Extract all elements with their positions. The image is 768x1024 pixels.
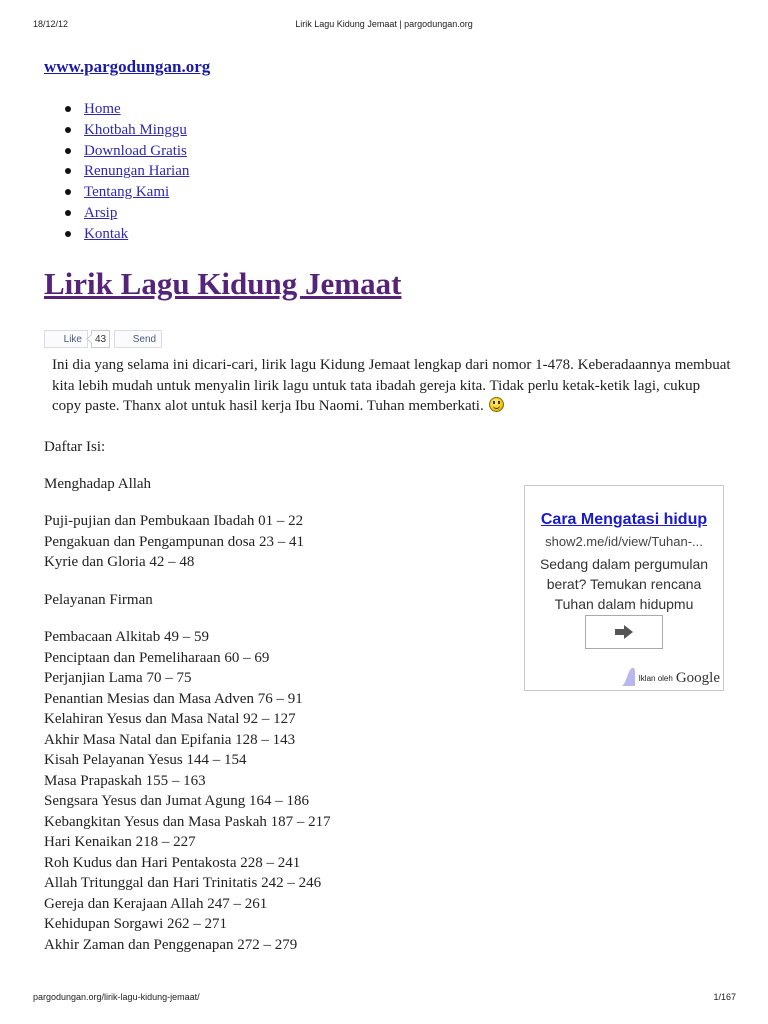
section-heading-pelayanan-firman: Pelayanan Firman: [44, 592, 153, 608]
toc-item: Pengakuan dan Pengampunan dosa 23 – 41: [44, 533, 304, 550]
toc-item: Kebangkitan Yesus dan Masa Paskah 187 – 217: [44, 813, 331, 830]
toc-item: Penciptaan dan Pemeliharaan 60 – 69: [44, 649, 270, 666]
like-count: [91, 330, 110, 348]
toc-item: Kelahiran Yesus dan Masa Natal 92 – 127: [44, 711, 296, 727]
toc-heading: Daftar Isi:: [44, 439, 106, 455]
page-title: [44, 266, 401, 302]
intro-paragraph: [52, 355, 732, 417]
ad-box[interactable]: [524, 485, 724, 691]
toc-item: Masa Prapaskah 155 – 163: [44, 772, 206, 789]
arrow-right-icon: [614, 625, 634, 639]
nav-item-khotbah-minggu: [84, 120, 189, 141]
like-button[interactable]: [44, 330, 88, 348]
toc-item: Akhir Masa Natal dan Epifania 128 – 143: [44, 731, 296, 748]
nav-item-kontak: [84, 224, 189, 245]
nav-item-home: [84, 99, 189, 120]
nav-item-download-gratis: [84, 141, 189, 162]
nav-item-arsip: [84, 203, 189, 224]
smiley-icon: [489, 397, 504, 412]
send-label: Send: [132, 333, 157, 345]
print-date: 18/12/12: [33, 19, 69, 29]
print-header: [0, 19, 768, 33]
ad-url[interactable]: show2.me/id/view/Tuhan-...: [545, 534, 703, 549]
toc-item: Penantian Mesias dan Masa Adven 76 – 91: [44, 690, 303, 707]
social-buttons: [44, 329, 162, 349]
toc-item: Kehidupan Sorgawi 262 – 271: [44, 916, 228, 932]
page-title-link[interactable]: Lirik Lagu Kidung Jemaat: [44, 266, 402, 301]
nav-link-khotbah-minggu[interactable]: Khotbah Minggu: [84, 121, 187, 138]
nav-item-tentang-kami: [84, 182, 189, 203]
adchoices-wave-icon: [622, 666, 638, 686]
print-page-number: 1/167: [713, 992, 736, 1002]
site-title-link[interactable]: www.pargodungan.org: [44, 57, 211, 76]
toc-item: Pembacaan Alkitab 49 – 59: [44, 629, 209, 645]
toc-item: Hari Kenaikan 218 – 227: [44, 834, 196, 850]
nav-link-kontak[interactable]: Kontak: [84, 225, 129, 242]
ad-description: Sedang dalam pergumulan berat? Temukan rencana Tuhan dalam hidupmu: [539, 556, 709, 612]
nav-link-download-gratis[interactable]: Download Gratis: [84, 142, 187, 159]
toc-item: Gereja dan Kerajaan Allah 247 – 261: [44, 895, 268, 912]
section-list-menghadap-allah: [44, 511, 304, 573]
nav-link-home[interactable]: Home: [84, 101, 121, 117]
ad-label: Iklan oleh: [638, 674, 673, 683]
print-page-title: Lirik Lagu Kidung Jemaat | pargodungan.org: [295, 19, 473, 29]
like-count-value: 43: [95, 333, 107, 345]
intro-text: Ini dia yang selama ini dicari-cari, lirik lagu Kidung Jemaat lengkap dari nomor 1-478. Keberadaannya membuat kita lebih mudah untuk menyalin lirik lagu untuk tata ibadah gereja kita. Tidak perlu ketak-ketik lagi, cukup copy paste. Thanx alot untuk hasil kerja Ibu Naomi. Tuhan memberkati.: [52, 357, 731, 414]
nav-link-renungan-harian[interactable]: Renungan Harian: [84, 163, 190, 180]
toc-item: Sengsara Yesus dan Jumat Agung 164 – 186: [44, 793, 309, 809]
ad-attribution[interactable]: [622, 666, 720, 686]
ad-go-button[interactable]: [585, 615, 663, 649]
ad-headline[interactable]: Cara Mengatasi hidup: [540, 511, 708, 528]
toc-item: Kyrie dan Gloria 42 – 48: [44, 554, 195, 570]
print-url: pargodungan.org/lirik-lagu-kidung-jemaat/: [33, 992, 200, 1002]
toc-item: Kisah Pelayanan Yesus 144 – 154: [44, 752, 247, 768]
nav-link-arsip[interactable]: Arsip: [84, 204, 118, 221]
toc-item: Roh Kudus dan Hari Pentakosta 228 – 241: [44, 854, 301, 871]
main-nav: [44, 99, 189, 245]
section-list-pelayanan-firman: [44, 627, 331, 955]
site-title: [44, 57, 210, 77]
toc-item: Allah Tritunggal dan Hari Trinitatis 242 – 246: [44, 875, 322, 891]
toc-item: Perjanjian Lama 70 – 75: [44, 670, 192, 686]
like-label: Like: [63, 333, 82, 345]
toc-item: Puji-pujian dan Pembukaan Ibadah 01 – 22: [44, 513, 304, 529]
send-button[interactable]: [114, 330, 162, 348]
nav-item-renungan-harian: [84, 161, 189, 182]
print-footer: [0, 992, 768, 1006]
google-logo: Google: [675, 670, 720, 686]
section-heading-menghadap-allah: Menghadap Allah: [44, 476, 152, 492]
nav-link-tentang-kami[interactable]: Tentang Kami: [84, 184, 170, 201]
toc-item: Akhir Zaman dan Penggenapan 272 – 279: [44, 936, 298, 953]
